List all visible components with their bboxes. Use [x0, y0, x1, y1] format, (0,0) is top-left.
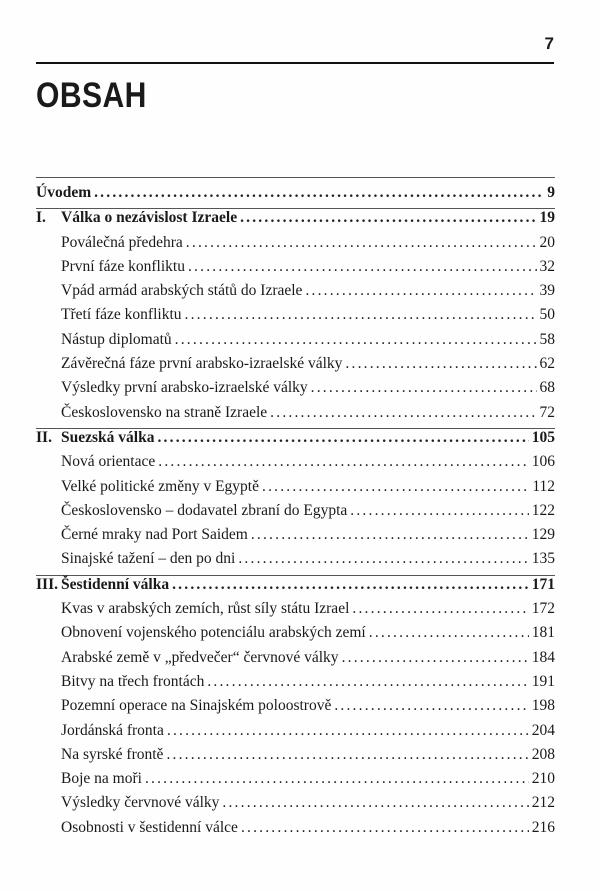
subentry-page: 129	[531, 526, 555, 544]
dot-leader	[311, 379, 537, 397]
chapter-page: 19	[539, 209, 555, 227]
dot-leader	[305, 282, 536, 300]
toc-chapter-entry[interactable]	[36, 429, 555, 453]
dot-leader	[270, 404, 536, 422]
toc-subentry[interactable]	[36, 234, 555, 258]
subentry-page: 106	[531, 453, 555, 471]
dot-leader	[241, 819, 529, 837]
dot-leader	[167, 722, 529, 740]
subentry-page: 135	[531, 550, 555, 568]
subentry-label: Bitvy na třech frontách	[61, 672, 205, 690]
subentry-page: 181	[531, 624, 555, 642]
dot-leader	[352, 600, 528, 618]
dot-leader	[222, 794, 528, 812]
toc-subentry[interactable]	[36, 746, 555, 770]
subentry-page: 216	[531, 818, 555, 836]
subentry-page: 50	[539, 306, 555, 324]
toc-subentry[interactable]	[36, 600, 555, 624]
dot-leader	[251, 526, 529, 544]
dot-leader	[262, 478, 529, 496]
chapter-title: Šestidenní válka	[61, 575, 170, 593]
subentry-label: Arabské země v „předvečer“ červnové války	[61, 648, 339, 666]
subentry-label: Poválečná předehra	[61, 233, 183, 251]
toc-entry-label: Úvodem	[36, 184, 92, 201]
chapter-title: Suezská válka	[61, 428, 155, 446]
dot-leader	[345, 355, 536, 373]
toc-subentry[interactable]	[36, 355, 555, 379]
subentry-page: 184	[531, 648, 555, 666]
toc-subentry[interactable]	[36, 282, 555, 306]
subentry-page: 191	[531, 672, 555, 690]
toc-subentry[interactable]	[36, 794, 555, 818]
toc-chapter-entry[interactable]	[36, 576, 555, 600]
toc-subentry[interactable]	[36, 502, 555, 526]
toc-subentry[interactable]	[36, 550, 555, 574]
dot-leader	[207, 673, 528, 691]
toc-chapter-entry[interactable]	[36, 209, 555, 233]
toc-entry-intro[interactable]	[36, 184, 555, 208]
subentry-label: Nástup diplomatů	[61, 330, 172, 348]
subentry-label: Na syrské frontě	[61, 745, 164, 763]
subentry-page: 58	[539, 330, 555, 348]
subentry-page: 32	[539, 257, 555, 275]
toc-subentry[interactable]	[36, 478, 555, 502]
intro-section	[36, 177, 555, 208]
subentry-page: 20	[539, 233, 555, 251]
dot-leader	[145, 770, 529, 788]
page-title: OBSAH	[36, 76, 147, 115]
subentry-page: 172	[531, 600, 555, 618]
chapter-section	[36, 575, 555, 843]
subentry-label: Velké politické změny v Egyptě	[61, 477, 259, 495]
subentry-page: 122	[531, 501, 555, 519]
subentry-page: 68	[539, 379, 555, 397]
subentry-label: Sinajské tažení – den po dni	[61, 550, 236, 568]
toc-subentry[interactable]	[36, 453, 555, 477]
dot-leader	[158, 453, 529, 471]
dot-leader	[238, 550, 528, 568]
subentry-label: Černé mraky nad Port Saidem	[61, 526, 248, 544]
subentry-page: 39	[539, 282, 555, 300]
subentry-label: Československo – dodavatel zbraní do Egypta	[61, 501, 348, 519]
subentry-label: Vpád armád arabských států do Izraele	[61, 282, 303, 300]
subentry-page: 204	[531, 721, 555, 739]
toc-subentry[interactable]	[36, 697, 555, 721]
subentry-page: 72	[539, 403, 555, 421]
toc-subentry[interactable]	[36, 306, 555, 330]
subentry-page: 62	[539, 355, 555, 373]
dot-leader	[342, 649, 529, 667]
dot-leader	[166, 746, 528, 764]
subentry-label: První fáze konfliktu	[61, 257, 185, 275]
subentry-label: Výsledky červnové války	[61, 794, 220, 812]
toc-subentry[interactable]	[36, 673, 555, 697]
dot-leader	[157, 429, 528, 447]
page-number: 7	[544, 34, 554, 53]
subentry-label: Nová orientace	[61, 453, 156, 471]
toc-subentry[interactable]	[36, 258, 555, 282]
subentry-label: Obnovení vojenského potenciálu arabských zemí	[61, 624, 366, 642]
toc-entry-page: 9	[547, 184, 555, 201]
subentry-page: 112	[532, 477, 555, 495]
subentry-label: Závěrečná fáze první arabsko-izraelské války	[61, 355, 343, 373]
subentry-label: Výsledky první arabsko-izraelské války	[61, 379, 308, 397]
toc-subentry[interactable]	[36, 649, 555, 673]
toc-subentry[interactable]	[36, 624, 555, 648]
chapter-title: Válka o nezávislost Izraele	[61, 209, 238, 227]
subentry-label: Boje na moři	[61, 770, 142, 788]
chapter-page: 171	[531, 575, 555, 593]
header-rule	[36, 62, 554, 64]
dot-leader	[186, 234, 537, 252]
subentry-label: Třetí fáze konfliktu	[61, 306, 182, 324]
subentry-page: 208	[531, 745, 555, 763]
dot-leader	[185, 306, 537, 324]
subentry-label: Československo na straně Izraele	[61, 403, 268, 421]
toc-subentry[interactable]	[36, 404, 555, 428]
toc-subentry[interactable]	[36, 331, 555, 355]
subentry-page: 212	[531, 794, 555, 812]
dot-leader	[172, 576, 529, 594]
dot-leader	[350, 502, 528, 520]
subentry-label: Pozemní operace na Sinajském poloostrově	[61, 697, 332, 715]
toc-subentry[interactable]	[36, 770, 555, 794]
chapter-section	[36, 208, 555, 428]
dot-leader	[94, 184, 544, 202]
subentry-label: Jordánská fronta	[61, 721, 164, 739]
dot-leader	[334, 697, 528, 715]
table-of-contents	[36, 177, 555, 843]
dot-leader	[188, 258, 537, 276]
dot-leader	[240, 209, 536, 227]
chapter-number: I.	[36, 209, 46, 227]
subentry-label: Kvas v arabských zemích, růst síly státu Izrael	[61, 600, 350, 618]
subentry-page: 210	[531, 770, 555, 788]
chapter-section	[36, 428, 555, 575]
toc-subentry[interactable]	[36, 526, 555, 550]
subentry-page: 198	[531, 697, 555, 715]
subentry-label: Osobnosti v šestidenní válce	[61, 818, 238, 836]
toc-subentry[interactable]	[36, 819, 555, 843]
dot-leader	[175, 331, 537, 349]
chapter-page: 105	[531, 428, 555, 446]
toc-subentry[interactable]	[36, 722, 555, 746]
chapter-number: III.	[36, 575, 58, 593]
dot-leader	[369, 624, 529, 642]
toc-subentry[interactable]	[36, 379, 555, 403]
chapter-number: II.	[36, 428, 52, 446]
